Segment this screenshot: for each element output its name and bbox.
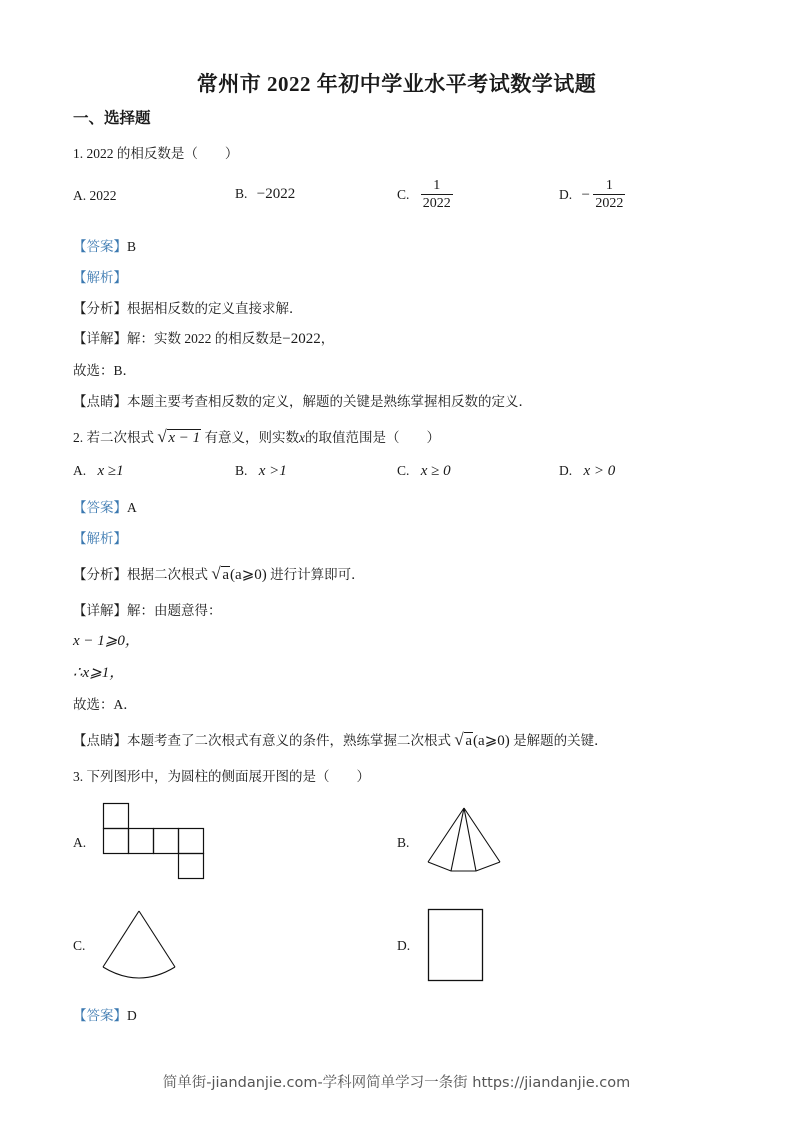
stem-text: 的取值范围是（ ）: [305, 430, 441, 445]
dianjing-label: 【点睛】: [73, 733, 127, 748]
option-label: D.: [559, 187, 573, 202]
dianjing-label: 【点睛】: [73, 394, 127, 409]
q2-analysis-label: 【解析】: [73, 531, 127, 546]
denominator: 2022: [422, 196, 451, 211]
q1-xiangjie: [73, 327, 334, 348]
fenxi-label: 【分析】: [73, 567, 127, 582]
option-value: x ≥1: [97, 463, 124, 479]
q1-option-d: [559, 178, 625, 212]
fenxi-text: 进行计算即可．: [270, 567, 365, 582]
q1-option-c: [397, 178, 453, 212]
xiangjie-text: 解：实数 2022 的相反数是: [127, 331, 283, 346]
stem-text: 有意义，则实数: [204, 430, 300, 445]
option-value: x >1: [258, 463, 287, 479]
footer-watermark: 简单街-jiandanjie.com-学科网简单学习一条街 https://jiandanjie.com: [162, 1075, 631, 1091]
fenxi-text: 根据相反数的定义直接求解．: [127, 301, 303, 316]
option-label: B.: [235, 186, 248, 201]
option-value: x > 0: [583, 463, 616, 479]
q3-stem: 3. 下列图形中，为圆柱的侧面展开图的是（ ）: [73, 769, 370, 784]
dianjing-text: 是解题的关键．: [513, 733, 608, 748]
option-value: x ≥ 0: [420, 463, 451, 479]
q2-guxuan: 故选：A．: [73, 697, 137, 712]
answer-value: B: [127, 239, 137, 254]
condition: (a⩾0): [473, 733, 510, 749]
fraction: [421, 178, 453, 212]
xiangjie-value: −2022: [282, 331, 321, 347]
q1-answer: [73, 235, 136, 255]
q3-option-c-label: C.: [73, 938, 86, 953]
section-heading: 一、选择题: [73, 110, 151, 127]
answer-label: 【答案】: [73, 1008, 127, 1023]
option-label: C.: [397, 187, 410, 202]
q3-answer: [73, 1004, 137, 1024]
sqrt-expression: [454, 730, 473, 750]
answer-value: D: [127, 1008, 137, 1023]
fenxi-label: 【分析】: [73, 301, 127, 316]
option-label: A.: [73, 463, 87, 478]
pyramid-net-figure: [424, 804, 506, 876]
q2-dianjing: [73, 729, 608, 750]
q2-step-2: ∴x⩾1，: [73, 665, 125, 681]
q2-option-c: [397, 463, 451, 480]
dianjing-text: 本题考查了二次根式有意义的条件，熟练掌握二次根式: [127, 733, 451, 748]
punct: ，: [320, 331, 335, 346]
q2-answer: [73, 496, 137, 516]
q1-analysis-label: 【解析】: [73, 270, 127, 285]
condition: (a⩾0): [230, 567, 267, 583]
numerator: 1: [433, 178, 441, 193]
q3-option-b-label: B.: [397, 835, 410, 850]
fenxi-text: 根据二次根式: [127, 567, 208, 582]
q1-option-b: [235, 186, 295, 203]
sector-figure: [100, 907, 180, 979]
q2-option-d: [559, 463, 615, 480]
page-title: 常州市 2022 年初中学业水平考试数学试题: [196, 72, 597, 96]
q2-option-b: [235, 463, 287, 480]
q2-fenxi: [73, 563, 365, 584]
rectangle-figure: [427, 908, 485, 984]
answer-label: 【答案】: [73, 500, 127, 515]
denominator: 2022: [595, 196, 624, 211]
answer-value: A: [127, 500, 137, 515]
radicand: a: [465, 733, 473, 749]
option-label: A.: [73, 188, 87, 203]
minus-sign: −: [581, 186, 590, 203]
cube-net-figure: [100, 800, 210, 882]
sqrt-icon: √: [157, 427, 167, 446]
sqrt-expression: [157, 427, 201, 447]
fraction: [593, 178, 625, 212]
sqrt-icon: √: [454, 730, 464, 749]
sqrt-icon: √: [211, 564, 221, 583]
q1-stem: 1. 2022 的相反数是（ ）: [73, 146, 239, 161]
option-label: B.: [235, 463, 248, 478]
q1-guxuan: 故选：B．: [73, 363, 137, 378]
q2-option-a: [73, 463, 124, 480]
q1-option-a: [73, 188, 117, 204]
variable: x: [299, 430, 306, 445]
q2-step-1: x − 1⩾0，: [73, 633, 140, 649]
q3-option-d-label: D.: [397, 938, 411, 953]
dianjing-text: 本题主要考查相反数的定义，解题的关键是熟练掌握相反数的定义．: [127, 394, 532, 409]
answer-label: 【答案】: [73, 239, 127, 254]
option-value: −2022: [256, 186, 296, 202]
option-label: D.: [559, 463, 573, 478]
xiangjie-text: 解：由题意得：: [127, 603, 222, 618]
xiangjie-label: 【详解】: [73, 603, 127, 618]
q1-dianjing: [73, 390, 532, 410]
numerator: 1: [605, 178, 613, 193]
radicand: a: [222, 567, 230, 583]
option-value: 2022: [89, 188, 117, 203]
xiangjie-label: 【详解】: [73, 331, 127, 346]
stem-text: 2. 若二次根式: [73, 430, 154, 445]
q2-stem: [73, 426, 440, 447]
sqrt-expression: [211, 564, 230, 584]
option-label: C.: [397, 463, 410, 478]
q2-xiangjie: [73, 599, 222, 619]
q3-option-a-label: A.: [73, 835, 87, 850]
radicand: x − 1: [168, 430, 201, 446]
q1-fenxi: [73, 297, 303, 317]
